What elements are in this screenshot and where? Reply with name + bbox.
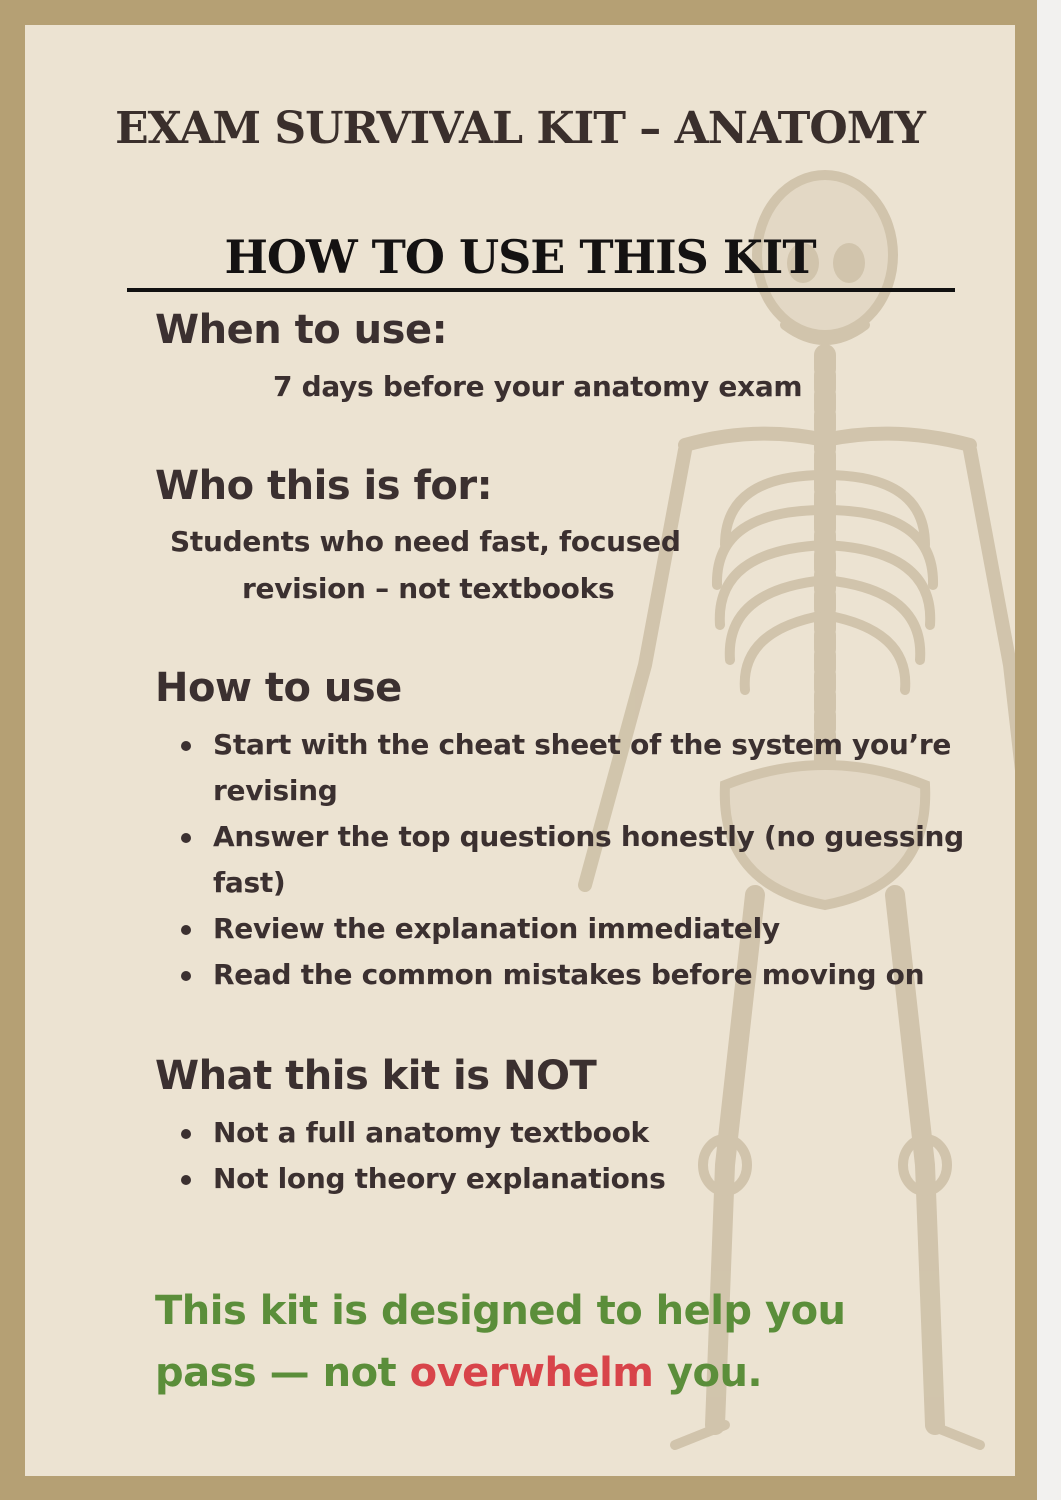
not-heading: What this kit is NOT [155,1053,597,1099]
title-divider [127,288,955,292]
when-heading: When to use: [155,307,448,353]
page-paper [25,25,1015,1476]
closing-part2: you. [653,1350,763,1396]
bullet-icon [181,1129,191,1139]
bullet-icon [181,833,191,843]
when-text: 7 days before your anatomy exam [273,370,803,403]
who-text-line2: revision – not textbooks [242,572,615,605]
closing-highlight: overwhelm [409,1350,654,1396]
page-title: EXAM SURVIVAL KIT – ANATOMY [115,103,925,154]
bullet-icon [181,925,191,935]
closing-part1: This kit is designed to help you pass — not [155,1288,846,1396]
list-item: Review the explanation immediately [175,906,983,952]
bullet-icon [181,971,191,981]
how-heading: How to use [155,665,402,711]
list-item: Read the common mistakes before moving on [175,952,983,998]
list-item: Answer the top questions honestly (no guessing fast) [175,814,983,906]
list-item: Not long theory explanations [175,1156,983,1202]
who-text-line1: Students who need fast, focused [170,525,681,558]
who-heading: Who this is for: [155,463,493,509]
bullet-icon [181,1175,191,1185]
bullet-icon [181,741,191,751]
list-item: Not a full anatomy textbook [175,1110,983,1156]
closing-statement [155,1280,945,1404]
how-list [175,722,983,998]
page-subtitle: HOW TO USE THIS KIT [224,230,816,284]
not-list [175,1110,983,1202]
list-item: Start with the cheat sheet of the system you’re revising [175,722,983,814]
